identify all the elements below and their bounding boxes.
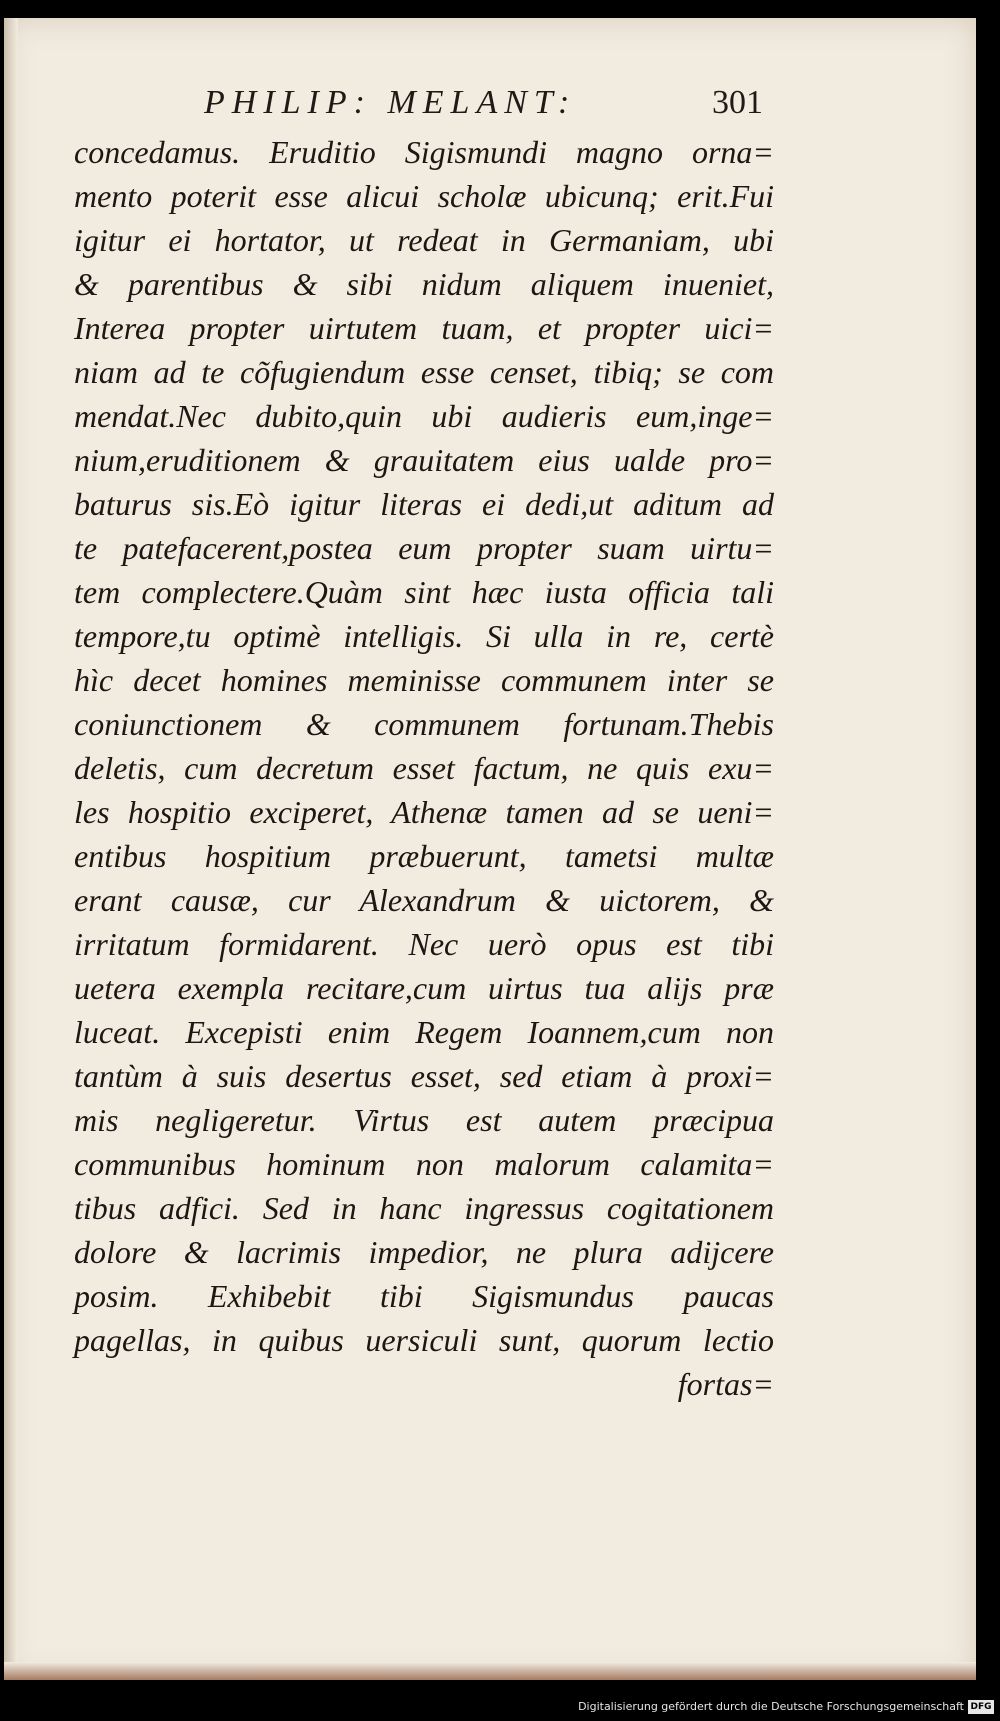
text-line: Interea propter uirtutem tuam, et propter uici=: [74, 310, 774, 346]
text-line: mis negligeretur. Virtus est autem præcipua: [74, 1102, 774, 1138]
text-line: concedamus. Eruditio Sigismundi magno orna=: [74, 134, 774, 170]
text-line: tempore,tu optimè intelligis. Si ulla in re, certè: [74, 618, 774, 654]
footer-bar: [0, 1681, 1000, 1721]
page-number: 301: [712, 84, 763, 121]
text-line: entibus hospitium præbuerunt, tametsi multæ: [74, 838, 774, 874]
page-bottom-edge: [4, 1662, 976, 1680]
text-line: dolore & lacrimis impedior, ne plura adijcere: [74, 1234, 774, 1270]
text-line: niam ad te cõfugiendum esse censet, tibiq; se com: [74, 354, 774, 390]
text-line: hìc decet homines meminisse communem inter se: [74, 662, 774, 698]
text-line: & parentibus & sibi nidum aliquem inueniet,: [74, 266, 774, 302]
catchword: fortas=: [677, 1366, 774, 1402]
text-line: communibus hominum non malorum calamita=: [74, 1146, 774, 1182]
text-line: coniunctionem & communem fortunam.Thebis: [74, 706, 774, 742]
dfg-logo: DFG: [968, 1700, 994, 1714]
text-line: te patefacerent,postea eum propter suam uirtu=: [74, 530, 774, 566]
text-line: nium,eruditionem & grauitatem eius ualde pro=: [74, 442, 774, 478]
text-line: les hospitio exciperet, Athenæ tamen ad se ueni=: [74, 794, 774, 830]
text-line: erant causæ, cur Alexandrum & uictorem, &: [74, 882, 774, 918]
text-line: tantùm à suis desertus esset, sed etiam à proxi=: [74, 1058, 774, 1094]
text-line: tibus adfici. Sed in hanc ingressus cogitationem: [74, 1190, 774, 1226]
text-line: tem complectere.Quàm sint hæc iusta officia tali: [74, 574, 774, 610]
body-text: [74, 130, 774, 1406]
book-page: [4, 18, 976, 1680]
text-line: pagellas, in quibus uersiculi sunt, quorum lectio: [74, 1322, 774, 1358]
text-line: igitur ei hortator, ut redeat in Germaniam, ubi: [74, 222, 774, 258]
text-line: baturus sis.Eò igitur literas ei dedi,ut aditum ad: [74, 486, 774, 522]
text-line: posim. Exhibebit tibi Sigismundus paucas: [74, 1278, 774, 1314]
running-title: PHILIP: MELANT:: [204, 84, 577, 121]
text-line: deletis, cum decretum esset factum, ne quis exu=: [74, 750, 774, 786]
text-line: luceat. Excepisti enim Regem Ioannem,cum non: [74, 1014, 774, 1050]
text-line: mento poterit esse alicui scholæ ubicunq; erit.Fui: [74, 178, 774, 214]
text-line: irritatum formidarent. Nec uerò opus est tibi: [74, 926, 774, 962]
text-line: uetera exempla recitare,cum uirtus tua alijs præ: [74, 970, 774, 1006]
text-line: mendat.Nec dubito,quin ubi audieris eum,inge=: [74, 398, 774, 434]
digitization-credit: Digitalisierung gefördert durch die Deutsche Forschungsgemeinschaft: [578, 1700, 964, 1713]
page-gutter-shadow: [4, 18, 18, 1680]
